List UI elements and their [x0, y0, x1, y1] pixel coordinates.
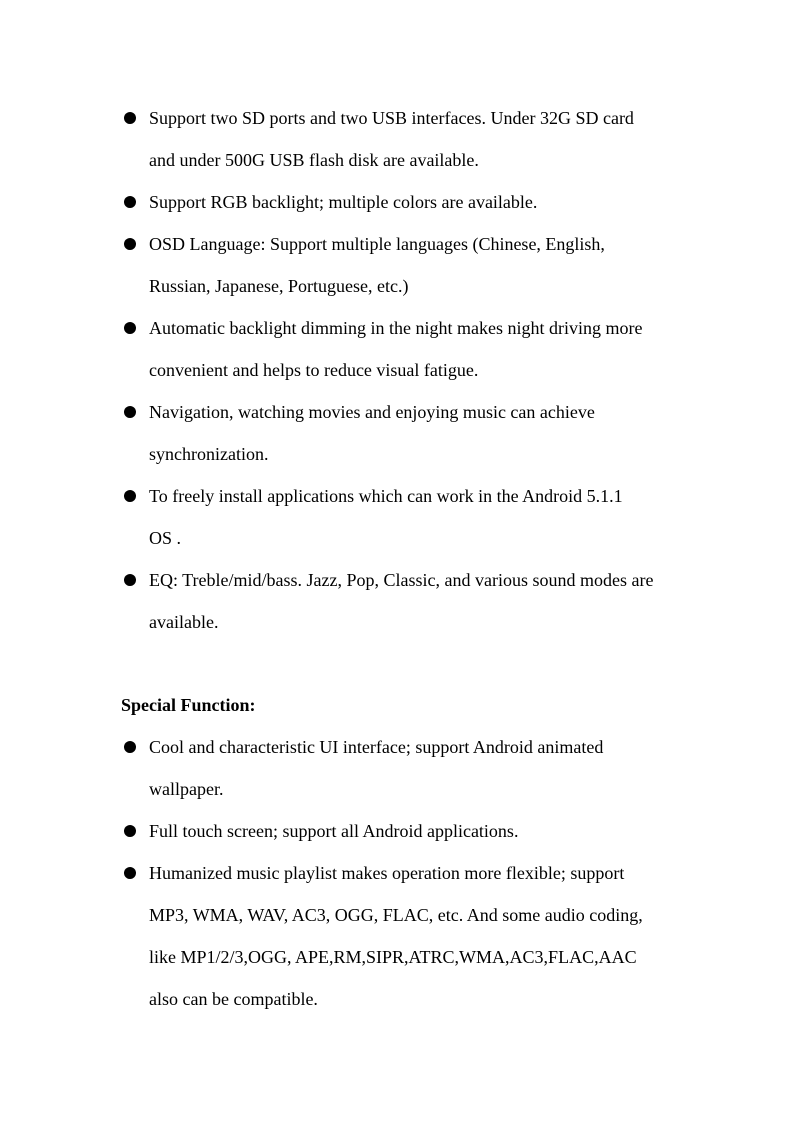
list-item-text: like MP1/2/3,OGG, APE,RM,SIPR,ATRC,WMA,AC3,FLAC,AAC — [149, 947, 637, 967]
list-item — [121, 181, 691, 223]
section-heading-special-function: Special Function: — [121, 695, 256, 715]
list-item — [121, 852, 691, 1020]
list-item-text: Cool and characteristic UI interface; support Android animated — [149, 737, 604, 757]
bullet-icon — [124, 574, 136, 586]
list-item-text: Navigation, watching movies and enjoying music can achieve — [149, 402, 595, 422]
list-item-text: OSD Language: Support multiple languages (Chinese, English, — [149, 234, 605, 254]
list-item — [121, 810, 691, 852]
list-item-text: synchronization. — [149, 444, 269, 464]
bullet-icon — [124, 490, 136, 502]
list-item-text: also can be compatible. — [149, 989, 318, 1009]
list-item — [121, 726, 691, 810]
list-item — [121, 475, 691, 559]
list-item — [121, 223, 691, 307]
list-item — [121, 391, 691, 475]
bullet-icon — [124, 112, 136, 124]
list-item-text: Support RGB backlight; multiple colors are available. — [149, 192, 538, 212]
list-item-text: Russian, Japanese, Portuguese, etc.) — [149, 276, 409, 296]
bullet-icon — [124, 196, 136, 208]
list-item — [121, 97, 691, 181]
list-item-text: Support two SD ports and two USB interfaces. Under 32G SD card — [149, 108, 634, 128]
bullet-icon — [124, 238, 136, 250]
list-item-text: Automatic backlight dimming in the night makes night driving more — [149, 318, 643, 338]
bullet-icon — [124, 825, 136, 837]
list-item — [121, 559, 691, 643]
features-list — [121, 97, 691, 643]
list-item-text: wallpaper. — [149, 779, 224, 799]
bullet-icon — [124, 741, 136, 753]
list-item-text: convenient and helps to reduce visual fatigue. — [149, 360, 479, 380]
special-function-list — [121, 726, 691, 1020]
list-item-text: Full touch screen; support all Android applications. — [149, 821, 519, 841]
list-item-text: Humanized music playlist makes operation more flexible; support — [149, 863, 625, 883]
list-item — [121, 307, 691, 391]
bullet-icon — [124, 867, 136, 879]
list-item-text: To freely install applications which can work in the Android 5.1.1 — [149, 486, 623, 506]
bullet-icon — [124, 406, 136, 418]
list-item-text: available. — [149, 612, 219, 632]
list-item-text: EQ: Treble/mid/bass. Jazz, Pop, Classic, and various sound modes are — [149, 570, 654, 590]
list-item-text: OS . — [149, 528, 182, 548]
list-item-text: and under 500G USB flash disk are available. — [149, 150, 479, 170]
bullet-icon — [124, 322, 136, 334]
list-item-text: MP3, WMA, WAV, AC3, OGG, FLAC, etc. And some audio coding, — [149, 905, 643, 925]
